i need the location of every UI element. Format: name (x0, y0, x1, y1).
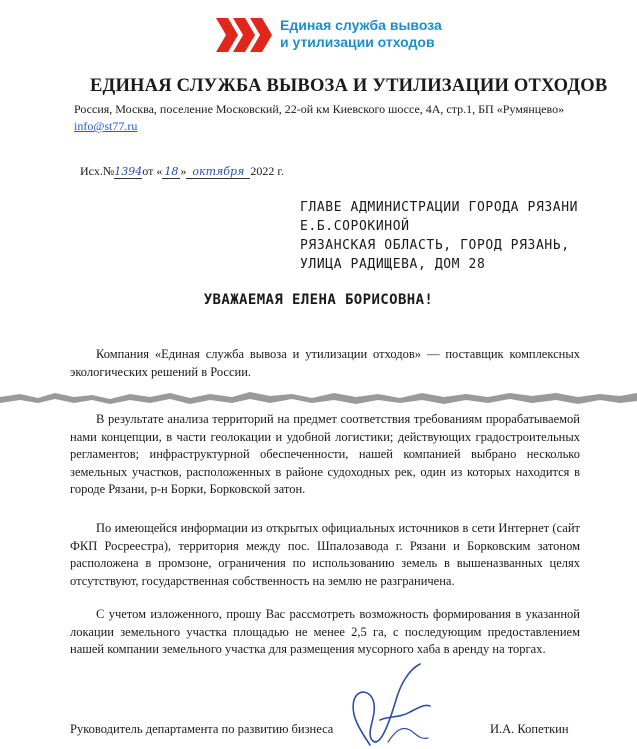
outgoing-number-line (80, 164, 284, 179)
logo-line-2: и утилизации отходов (280, 34, 435, 50)
organization-email-link[interactable]: info@st77.ru (74, 119, 138, 133)
outgoing-day: 18 (164, 165, 179, 178)
outgoing-month: октября (186, 165, 250, 179)
paragraph-analysis: В результате анализа территорий на предмет соответствия требованиям прорабатываемой нами концепции, в части геолокации и удобной логистики; действующих градостроительных регламентов; инфраструктурной обеспеченности, нашей компанией выбрано несколько земельных участков, расположенных в районе судоходных рек, один из которых находится в городе Рязани, р-н Борки, Борковской затон. (70, 412, 580, 496)
organization-title: ЕДИНАЯ СЛУЖБА ВЫВОЗА И УТИЛИЗАЦИИ ОТХОДОВ (90, 76, 608, 96)
outgoing-mid: » (180, 164, 187, 178)
greeting: УВАЖАЕМАЯ ЕЛЕНА БОРИСОВНА! (203, 292, 434, 308)
recipient-block (300, 198, 578, 274)
outgoing-prefix: Исх.№ (80, 164, 115, 178)
outgoing-year: 2022 г. (250, 164, 284, 178)
recipient-line: ГЛАВЕ АДМИНИСТРАЦИИ ГОРОДА РЯЗАНИ (300, 200, 579, 215)
signatory-role: Руководитель департамента по развитию бизнеса (70, 722, 334, 736)
recipient-line: УЛИЦА РАДИЩЕВА, ДОМ 28 (300, 257, 486, 272)
organization-address: Россия, Москва, поселение Московский, 22-ой км Киевского шоссе, 4А, стр.1, БП «Румянцево» (74, 102, 565, 116)
logo-line-1: Единая служба вывоза (280, 17, 442, 33)
outgoing-number: 1394 (114, 165, 143, 178)
paragraph-intro: Компания «Единая служба вывоза и утилизации отходов» — поставщик комплексных экологических решений в России. (70, 347, 580, 379)
outgoing-from: от « (142, 164, 163, 178)
handwritten-signature (330, 660, 440, 749)
paragraph-information: По имеющейся информации из открытых официальных источников в сети Интернет (сайт ФКП Росреестра), территория между пос. Шпалозавода г. Рязани и Борковским затоном расположена в промзоне, ограничения по использованию земель в вышеназванных целях отсутствуют, государственная собственность на землю не разграничена. (70, 521, 580, 588)
recipient-line: РЯЗАНСКАЯ ОБЛАСТЬ, ГОРОД РЯЗАНЬ, (300, 238, 570, 253)
signatory-name: И.А. Копеткин (490, 722, 569, 736)
torn-edge-divider (0, 388, 637, 408)
paragraph-request: С учетом изложенного, прошу Вас рассмотреть возможность формирования в указанной локации земельного участка площадью не менее 2,5 га, с последующим предоставлением нашей компании земельного участка для размещения мусорного хаба в аренду на торгах. (70, 607, 580, 656)
recipient-line: Е.Б.СОРОКИНОЙ (300, 219, 410, 234)
chevrons-logo-icon (216, 18, 272, 52)
company-logo (216, 14, 456, 56)
logo-wordmark (280, 17, 442, 51)
